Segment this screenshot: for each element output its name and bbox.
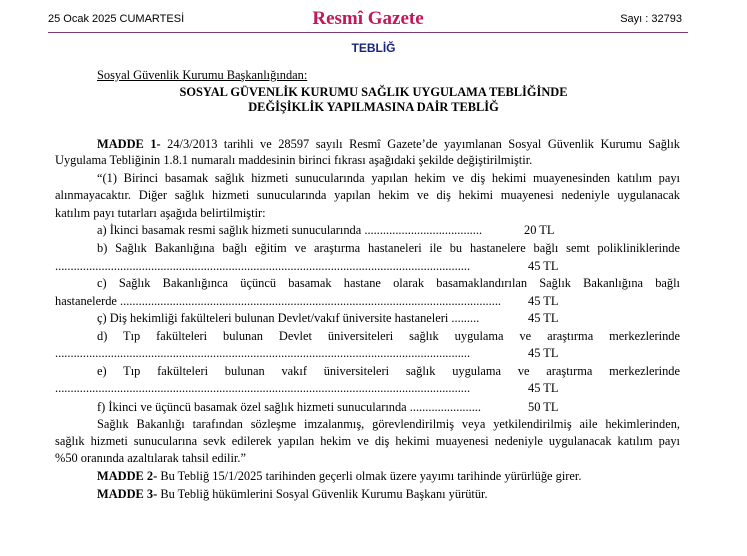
- gazette-title: Resmî Gazete: [312, 8, 424, 29]
- item-b-dots: ......................................................................................................................................: [55, 259, 471, 273]
- article-2: MADDE 2- Bu Tebliğ 15/1/2025 tarihinden geçerli olmak üzere yayımı tarihinde yürürlüğe girer.: [97, 469, 582, 483]
- article-3: MADDE 3- Bu Tebliğ hükümlerini Sosyal Güvenlik Kurumu Başkanı yürütür.: [97, 487, 488, 501]
- item-f-text: f) İkinci ve üçüncü basamak özel sağlık hizmeti sunucularında .......................: [97, 400, 482, 414]
- title-line-2: DEĞİŞİKLİK YAPILMASINA DAİR TEBLİĞ: [248, 100, 499, 114]
- article-2-label: MADDE 2-: [97, 469, 158, 483]
- issue-date: 25 Ocak 2025 CUMARTESİ: [48, 13, 185, 25]
- item-c-amount: 45 TL: [528, 294, 559, 308]
- article-1-line-1: MADDE 1- 24/3/2013 tarihli ve 28597 sayılı Resmî Gazete’de yayımlanan Sosyal Güvenlik Kurumu Sağlık: [97, 137, 680, 151]
- issuing-authority: Sosyal Güvenlik Kurumu Başkanlığından:: [97, 68, 308, 82]
- item-e-line-1: e) Tıp fakülteleri bulunan vakıf üniversiteleri sağlık uygulama ve araştırma merkezlerinde: [97, 364, 680, 378]
- article-1-label: MADDE 1-: [97, 137, 161, 151]
- item-e-amount: 45 TL: [528, 381, 559, 395]
- section-heading: TEBLİĞ: [351, 41, 396, 55]
- title-line-1: SOSYAL GÜVENLİK KURUMU SAĞLIK UYGULAMA TEBLİĞİNDE: [179, 85, 568, 99]
- article-3-label: MADDE 3-: [97, 487, 158, 501]
- paragraph-line-3: katılım payı tutarları aşağıda belirtilmiştir:: [55, 206, 266, 220]
- issue-number: Sayı : 32793: [620, 13, 682, 25]
- closing-line-3: %50 oranında azaltılarak tahsil edilir.”: [55, 451, 246, 465]
- item-d-line-1: d) Tıp fakülteleri bulunan Devlet üniversiteleri sağlık uygulama ve araştırma merkezlerinde: [97, 329, 680, 343]
- closing-line-1: Sağlık Bakanlığı tarafından sözleşme imzalanmış, görevlendirilmiş veya yetkilendirilmiş aile hekimlerinden,: [97, 417, 680, 431]
- article-1-line-2: Uygulama Tebliğinin 1.8.1 numaralı maddesinin birinci fıkrası aşağıdaki şekilde değiştirilmiştir.: [55, 153, 533, 167]
- item-c-line-2: hastanelerde ...........................................................................................................................: [55, 294, 502, 308]
- item-b-amount: 45 TL: [528, 259, 559, 273]
- item-d-dots: ......................................................................................................................................: [55, 346, 471, 360]
- item-c-line-1: c) Sağlık Bakanlığınca üçüncü basamak hastane olarak basamaklandırılan Sağlık Bakanlığına bağlı: [97, 276, 680, 290]
- item-cc-amount: 45 TL: [528, 311, 559, 325]
- paragraph-line-2: alınmayacaktır. Diğer sağlık hizmeti sunucularında yapılan hekim ve diş hekimi muayenesi nedeniyle uygulanacak: [55, 188, 680, 202]
- item-e-dots: ......................................................................................................................................: [55, 381, 471, 395]
- header-divider: [48, 32, 688, 33]
- item-d-amount: 45 TL: [528, 346, 559, 360]
- item-cc-text: ç) Diş hekimliği fakülteleri bulunan Devlet/vakıf üniversite hastaneleri .........: [97, 311, 480, 325]
- item-b-line-1: b) Sağlık Bakanlığına bağlı eğitim ve araştırma hastaneleri ile bu hastanelere bağlı semt polikliniklerinde: [97, 241, 680, 255]
- item-a-text: a) İkinci basamak resmi sağlık hizmeti sunucularında ......................................: [97, 223, 483, 237]
- closing-line-2: sağlık hizmeti sunucularına sevk edilerek yapılan hekim ve diş hekimi muayenesi nedeniyle uygulanacak katılım payı: [55, 434, 680, 448]
- item-f-amount: 50 TL: [528, 400, 559, 414]
- item-a-amount: 20 TL: [524, 223, 555, 237]
- gazette-header: [48, 8, 688, 30]
- paragraph-line-1: “(1) Birinci basamak sağlık hizmeti sunucularında yapılan hekim ve diş hekimi muayenesinden katılım payı: [97, 171, 680, 185]
